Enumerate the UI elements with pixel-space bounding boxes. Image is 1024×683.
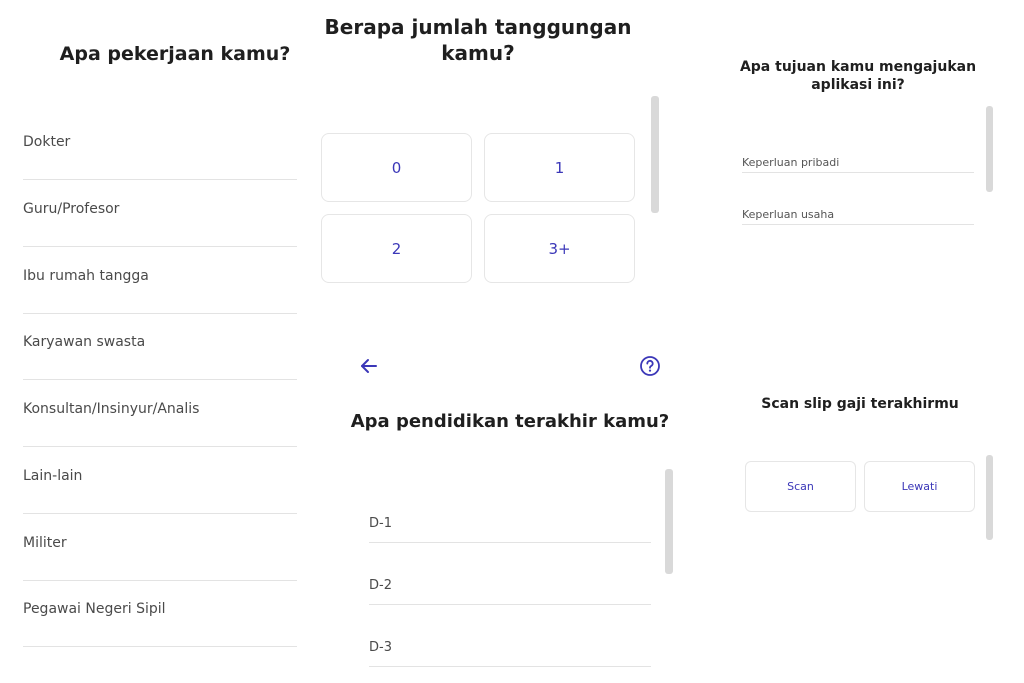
occupation-option[interactable]: Konsultan/Insinyur/Analis — [23, 380, 297, 447]
dependents-option-2[interactable]: 2 — [321, 214, 472, 283]
occupation-option[interactable]: Pegawai Negeri Sipil — [23, 580, 297, 647]
dependents-option-1[interactable]: 1 — [484, 133, 635, 202]
occupation-option[interactable]: Karyawan swasta — [23, 313, 297, 380]
question-circle-icon — [639, 355, 661, 377]
education-scrollbar[interactable] — [665, 469, 673, 574]
purpose-scrollbar[interactable] — [986, 106, 993, 192]
dependents-scrollbar[interactable] — [651, 96, 659, 213]
occupation-option[interactable]: Guru/Profesor — [23, 180, 297, 247]
back-button[interactable] — [358, 355, 380, 377]
scan-title: Scan slip gaji terakhirmu — [761, 396, 959, 412]
education-option[interactable]: D-1 — [369, 481, 651, 543]
scan-button[interactable]: Scan — [745, 461, 856, 512]
occupation-title: Apa pekerjaan kamu? — [59, 43, 291, 65]
help-button[interactable] — [639, 355, 661, 377]
arrow-left-icon — [358, 355, 380, 377]
dependents-title: Berapa jumlah tanggungan kamu? — [324, 15, 632, 65]
scan-scrollbar[interactable] — [986, 455, 993, 540]
skip-button[interactable]: Lewati — [864, 461, 975, 512]
education-option[interactable]: D-2 — [369, 543, 651, 605]
occupation-option[interactable]: Ibu rumah tangga — [23, 247, 297, 314]
dependents-option-0[interactable]: 0 — [321, 133, 472, 202]
occupation-option[interactable]: Militer — [23, 514, 297, 581]
education-title: Apa pendidikan terakhir kamu? — [350, 411, 670, 432]
purpose-option[interactable]: Keperluan pribadi — [742, 121, 974, 173]
purpose-option[interactable]: Keperluan usaha — [742, 173, 974, 225]
purpose-title: Apa tujuan kamu mengajukan aplikasi ini? — [739, 59, 977, 94]
occupation-option[interactable]: Dokter — [23, 113, 297, 180]
education-option[interactable]: D-3 — [369, 605, 651, 667]
occupation-option[interactable]: Lain-lain — [23, 447, 297, 514]
dependents-option-3plus[interactable]: 3+ — [484, 214, 635, 283]
